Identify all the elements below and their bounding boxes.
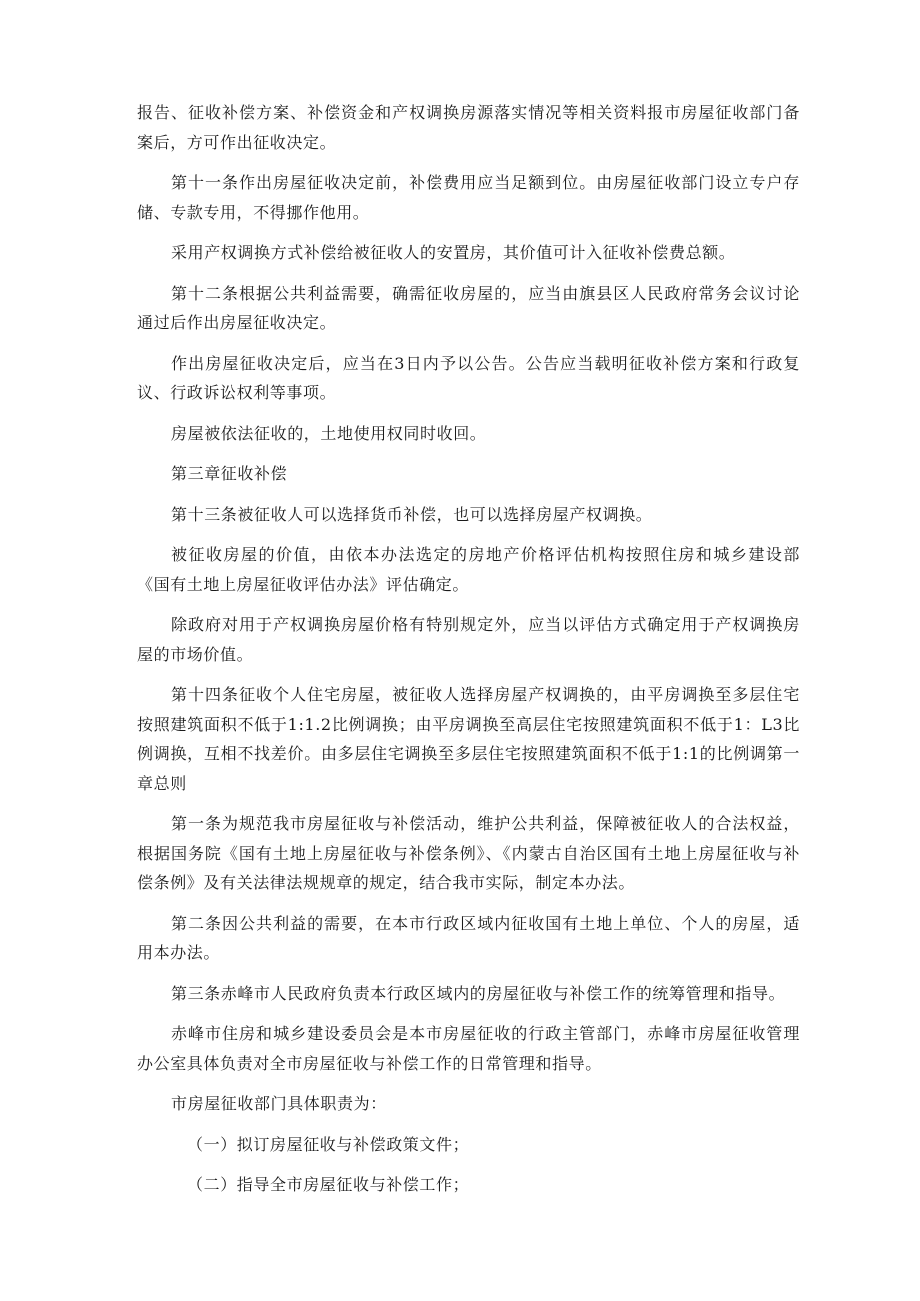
list-item-duty-2: （二）指导全市房屋征收与补偿工作； [187,1175,470,1194]
paragraph-article-11: 第十一条作出房屋征收决定前，补偿费用应当足额到位。由房屋征收部门设立专户存储、专款专用，不得挪作他用。 [137,173,800,222]
paragraph-article-14: 第十四条征收个人住宅房屋，被征收人选择房屋产权调换的，由平房调换至多层住宅按照建筑面积不低于1:1.2比例调换；由平房调换至高层住宅按照建筑面积不低于1：L3比例调换，互相不找差价。由多层住宅调换至多层住宅按照建筑面积不低于1:1的比例调第一章总则 [137,685,800,793]
paragraph-land-use-right: 房屋被依法征收的，土地使用权同时收回。 [171,423,487,443]
paragraph-article-12: 第十二条根据公共利益需要，确需征收房屋的，应当由旗县区人民政府常务会议讨论通过后作出房屋征收决定。 [137,283,800,332]
paragraph-duties-intro: 市房屋征收部门具体职责为： [171,1094,387,1113]
paragraph-article-3: 第三条赤峰市人民政府负责本行政区域内的房屋征收与补偿工作的统筹管理和指导。 [171,983,786,1003]
paragraph-housing-committee: 赤峰市住房和城乡建设委员会是本市房屋征收的行政主管部门，赤峰市房屋征收管理办公室具体负责对全市房屋征收与补偿工作的日常管理和指导。 [137,1024,800,1073]
paragraph-announcement: 作出房屋征收决定后，应当在3日内予以公告。公告应当载明征收补偿方案和行政复议、行政诉讼权利等事项。 [137,353,800,402]
list-item-duty-1: （一）拟订房屋征收与补偿政策文件； [187,1134,470,1154]
paragraph-resettlement-value: 采用产权调换方式补偿给被征收人的安置房，其价值可计入征收补偿费总额。 [171,243,736,262]
paragraph-continuation: 报告、征收补偿方案、补偿资金和产权调换房源落实情况等相关资料报市房屋征收部门备案后，方可作出征收决定。 [137,103,800,152]
paragraph-market-value: 除政府对用于产权调换房屋价格有特别规定外，应当以评估方式确定用于产权调换房屋的市场价值。 [137,615,800,664]
chapter-heading-3: 第三章征收补偿 [171,464,288,483]
paragraph-article-2: 第二条因公共利益的需要，在本市行政区域内征收国有土地上单位、个人的房屋，适用本办法。 [137,913,800,962]
paragraph-article-13: 第十三条被征收人可以选择货币补偿，也可以选择房屋产权调换。 [171,504,653,524]
paragraph-article-1: 第一条为规范我市房屋征收与补偿活动，维护公共利益，保障被征收人的合法权益，根据国务院《国有土地上房屋征收与补偿条例》、《内蒙古自治区国有土地上房屋征收与补偿条例》及有关法律法规规章的规定，结合我市实际，制定本办法。 [137,814,800,892]
paragraph-valuation: 被征收房屋的价值，由依本办法选定的房地产价格评估机构按照住房和城乡建设部《国有土地上房屋征收评估办法》评估确定。 [137,545,800,594]
